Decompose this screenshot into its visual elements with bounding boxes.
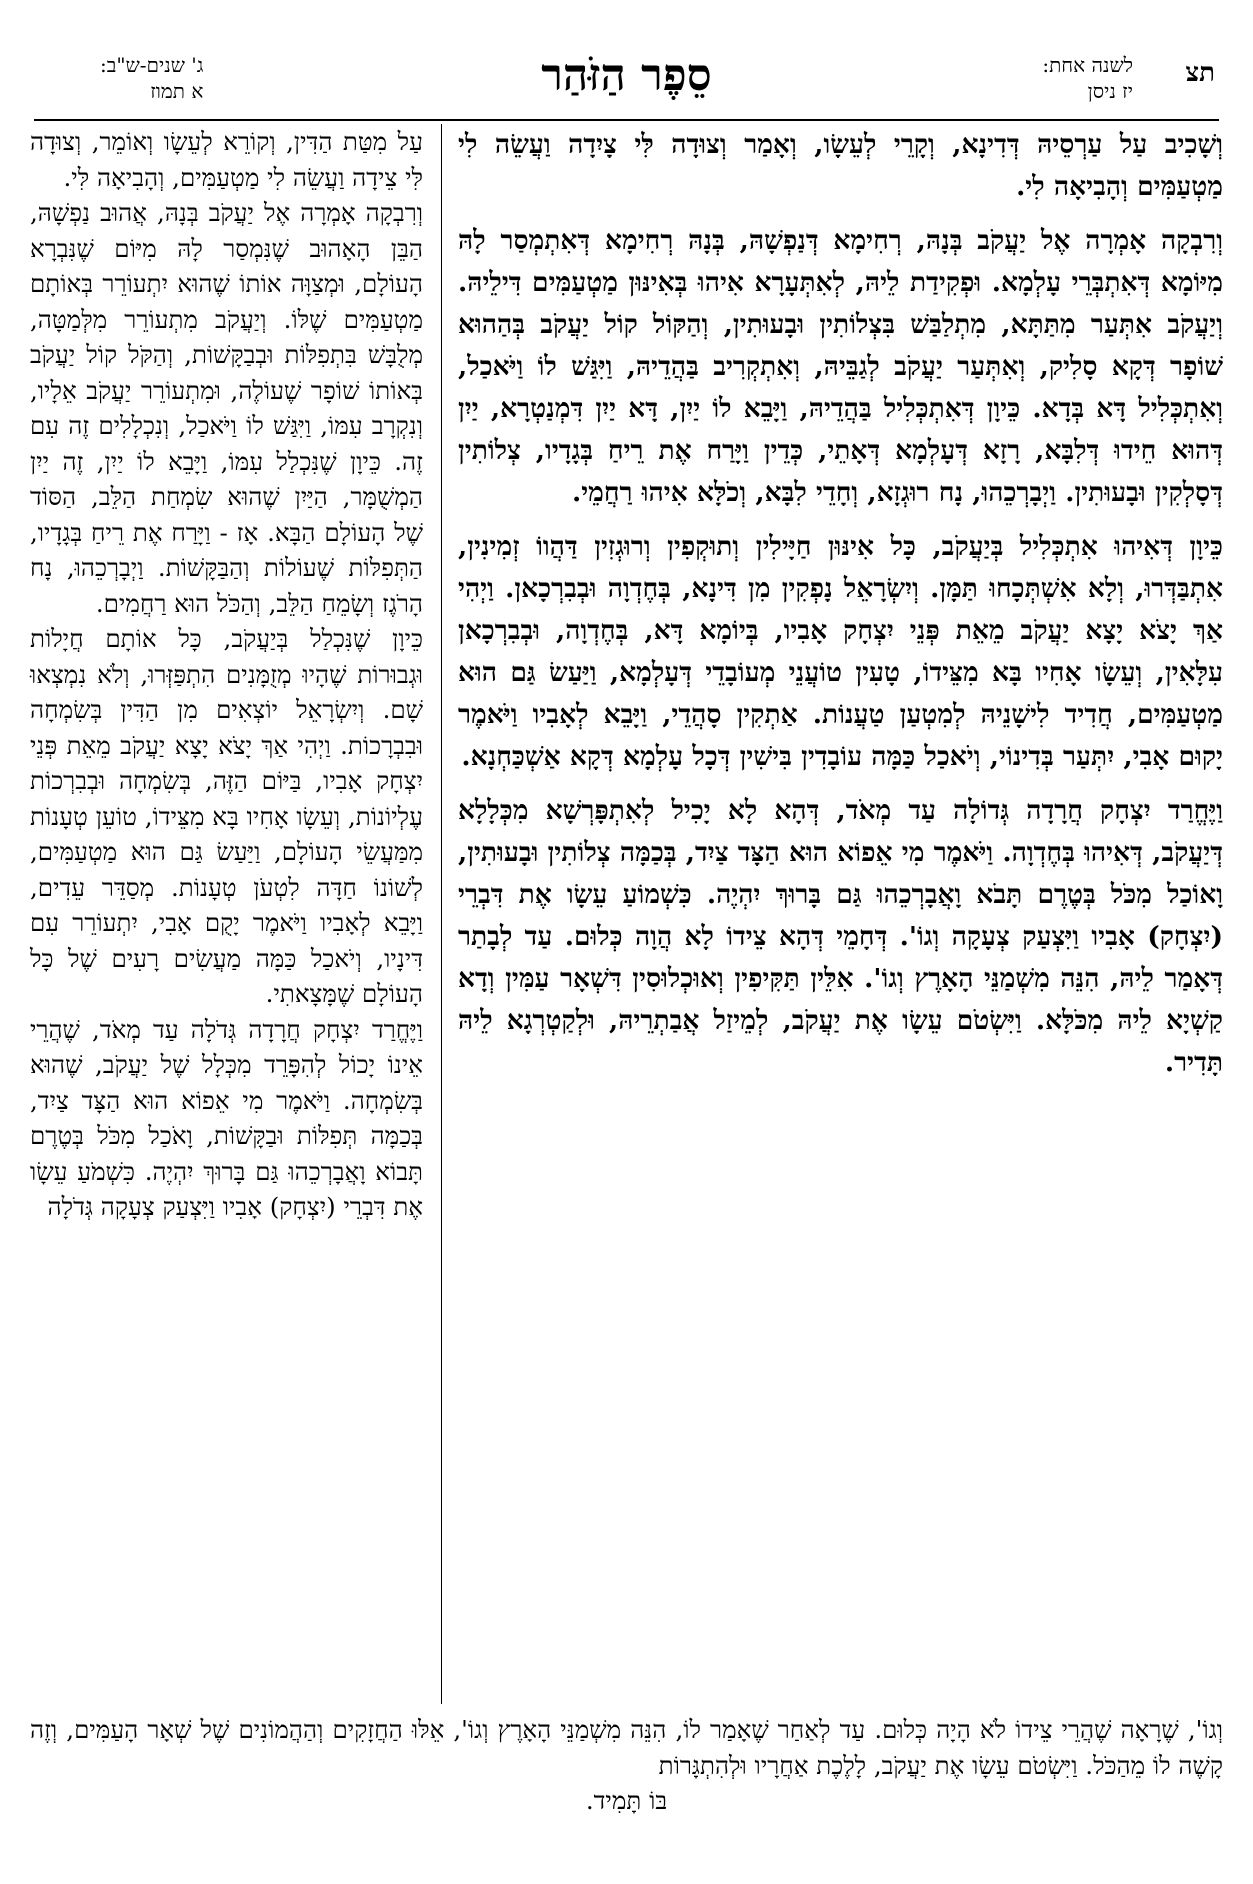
hebrew-translation-column	[30, 124, 423, 1225]
main-paragraph-4: וַיֶּחֱרַד יִצְחָק חֲרָדָה גְּדוֹלָה עַד מְאֹד, דְּהָא לָא יָכִיל לְאִתְפָּרְשָׁא מִכְּלָלָא דְּיַעֲקֹב, דְּאִיהוּ בְּחֶדְוָה. וַיֹּאמֶר מִי אֵפוֹא הוּא הַצָּד צַיִד, בְּכַמָּה צְלוֹתִין וּבָעוּתִין, וָאוֹכַל מִכֹּל בְּטֶרֶם תָּבֹא וָאֲבָרְכֵהוּ גַּם בָּרוּךְ יִהְיֶה. כִּשְׁמוֹעַ עֵשָׂו אֶת דִּבְרֵי (יִצְחָק) אָבִיו וַיִּצְעַק צְעָקָה וְגוֹ'. דְּחָמֵי דְּהָא צֵידוֹ לָא הֲוָה כְּלוּם. עַד לְבָתַר דְּאָמַר לֵיהּ, הִנֵּה מִשְׁמַנֵּי הָאָרֶץ וְגוֹ'. אִלֵּין תַּקִּיפִין וְאוּכְלוּסִין דִּשְׁאָר עַמִּין וְדָא קַשְׁיָא לֵיהּ מִכֹּלָּא. וַיִּשְׂטֹם עֵשָׂו אֶת יַעֲקֹב, לְמֵיזַל אֲבַתְרֵיהּ, וּלְקַטְרְגָא לֵיהּ תָּדִיר.	[458, 795, 1223, 1078]
date-right: יז ניסן	[1087, 79, 1133, 103]
translation-paragraph-3: כֵּיוָן שֶׁנִּכְלַל בְּיַעֲקֹב, כָּל אוֹתָם חֲיָלוֹת וּגְבוּרוֹת שֶׁהָיוּ מְזֻמָּנִים הִתְפַּזְּרוּ, וְלֹא נִמְצְאוּ שָׁם. וְיִשְׂרָאֵל יוֹצְאִים מִן הַדִּין בְּשִׂמְחָה וּבִבְרָכוֹת. וַיְהִי אַךְ יָצֹא יָצָא יַעֲקֹב מֵאֵת פְּנֵי יִצְחָק אָבִיו, בַּיּוֹם הַזֶּה, בְּשִׂמְחָה וּבְבִרְכוֹת עֶלְיוֹנוֹת, וְעֵשָׂו אָחִיו בָּא מִצֵּידוֹ, טוֹעֵן טְעָנוֹת מִמַּעֲשֵׂי הָעוֹלָם, וַיַּעַשׂ גַּם הוּא מַטְעַמִּים, לְשׁוֹנוֹ חַדָּה לִטְעֹן טְעָנוֹת. מְסַדֵּר עֵדִים, וַיָּבֵא לְאָבִיו וַיֹּאמֶר יָקֻם אָבִי, יִתְעוֹרֵר עִם דִּינָיו, וְיֹאכַל כַּמָּה מַעֲשִׂים רָעִים שֶׁל כָּל הָעוֹלָם שֶׁמָּצָאתִי.	[30, 624, 423, 1008]
translation-paragraph-1: עַל מִטַּת הַדִּין, וְקוֹרֵא לְעֵשָׂו וְאוֹמֵר, וְצוּדָה לִּי צֵידָה וַעֲשֵׂה לִי מַטְעַמִּים, וְהָבִיאָה לִּי.	[30, 127, 423, 192]
aramaic-column	[458, 124, 1223, 1096]
date-left: א תמוז	[150, 79, 204, 103]
book-title: סֵפֶר הַזֹּהַר	[541, 50, 712, 101]
bottom-continuation	[30, 1712, 1223, 1819]
main-paragraph-3: כֵּיוָן דְּאִיהוּ אִתְכְּלִיל בְּיַעֲקֹב, כָּל אִינּוּן חַיָּילִין וְתוּקְפִין וְרוּגְזִין דַּהֲווֹ זְמִינִין, אִתְבַּדְּרוּ, וְלָא אִשְׁתְּכָחוּ תַּמָּן. וְיִשְׂרָאֵל נָפְקִין מִן דִּינָא, בְּחֶדְוָה וּבְבִרְכָאן. וַיְהִי אַךְ יָצֹא יָצָא יַעֲקֹב מֵאֵת פְּנֵי יִצְחָק אָבִיו, בְּיוֹמָא דָּא, בְּחֶדְוָה, וּבְבִרְכָאן עִלָּאִין, וְעֵשָׂו אָחִיו בָּא מִצֵּידוֹ, טָעִין טוֹעֲנֵי מְעוֹבָדֵי דְּעָלְמָא, וַיַּעַשׂ גַּם הוּא מַטְעַמִּים, חֲדִיד לִישָׁנֵיהּ לְמִטְעַן טַעֲנוֹת. אַתְקִין סָהֲדֵי, וַיָּבֵא לְאָבִיו וַיֹּאמֶר יָקוּם אָבִי, יִתְּעַר בְּדִינוֹי, וְיֹאכַל כַּמָּה עוֹבָדִין בִּישִׁין דְּכָל עָלְמָא דְּקָא אַשְׁכַּחְנָא.	[458, 531, 1223, 772]
main-paragraph-1: וְשָׁכִיב עַל עַרְסֵיהּ דְּדִינָא, וְקָרֵי לְעֵשָׂו, וְאָמַר וְצוּדָה לִּי צָיִדָה וַעֲשֵׂה לִי מַטְעַמִּים וְהָבִיאָה לִי.	[458, 129, 1223, 202]
year-label: לשנה אחת:	[1042, 53, 1133, 77]
bottom-text: וְגוֹ', שֶׁרָאָה שֶׁהֲרֵי צֵידוֹ לֹא הָיָה כְּלוּם. עַד לְאַחַר שֶׁאָמַר לוֹ, הִנֵּה מִשְׁמַנֵּי הָאָרֶץ וְגוֹ', אֵלּוּ הַחֲזָקִים וְהַהֲמוֹנִים שֶׁל שְׁאָר הָעַמִּים, וְזֶה קָשֶׁה לוֹ מֵהַכֹּל. וַיִּשְׂטֹם עֵשָׂו אֶת יַעֲקֹב, לָלֶכֶת אַחֲרָיו וּלְהִתְגָּרוֹת	[30, 1715, 1223, 1780]
translation-paragraph-2: וְרִבְקָה אָמְרָה אֶל יַעֲקֹב בְּנָהּ, אֲהוּב נַפְשָׁהּ, הַבֵּן הָאָהוּב שֶׁנִּמְסַר לָהּ מִיּוֹם שֶׁנִּבְרָא הָעוֹלָם, וּמְצַוָּה אוֹתוֹ שֶׁהוּא יִתְעוֹרֵר בְּאוֹתָם מַטְעַמִּים שֶׁלּוֹ. וְיַעֲקֹב מִתְעוֹרֵר מִלְּמַטָּה, מְלֻבָּשׁ בִּתְפִלּוֹת וּבְבַקָּשׁוֹת, וְהַקֹּל קוֹל יַעֲקֹב בְּאוֹתוֹ שׁוֹפָר שֶׁעוֹלֶה, וּמִתְעוֹרֵר יַעֲקֹב אֵלָיו, וְנִקְרָב עִמּוֹ, וַיִּגַּשׁ לוֹ וַיֹּאכַל, וְנִכְלָלִים זֶה עִם זֶה. כֵּיוָן שֶׁנִּכְלַל עִמּוֹ, וַיָּבֵא לוֹ יַיִן, זֶה יַיִן הַמְשֻׁמָּר, הַיַּיִן שֶׁהוּא שִׂמְחַת הַלֵּב, הַסּוֹד שֶׁל הָעוֹלָם הַבָּא. אָז - וַיָּרַח אֶת רֵיחַ בְּגָדָיו, הַתְּפִלּוֹת שֶׁעוֹלוֹת וְהַבַּקָּשׁוֹת. וַיְבָרְכֵהוּ, נָח הָרֹגֶז וְשָׂמֵחַ הַלֵּב, וְהַכֹּל הוּא רַחֲמִים.	[30, 198, 423, 618]
page-number: תצ	[1185, 58, 1215, 88]
cycle-meta	[100, 52, 203, 118]
cycle-label: ג' שנים-ש"ב:	[100, 53, 204, 77]
header-rule	[34, 119, 1219, 121]
main-paragraph-2: וְרִבְקָה אָמְרָה אֶל יַעֲקֹב בְּנָהּ, רְחִימָא דְּנַפְשָׁהּ, בְּנָהּ רְחִימָא דְּאִתְמְסַר לָהּ מִיּוֹמָא דְּאִתְבְּרֵי עָלְמָא. וּפְקִידַת לֵיהּ, לְאִתְּעָרָא אִיהוּ בְּאִינּוּן מַטְעַמִּים דִּילֵיהּ. וְיַעֲקֹב אִתְּעַר מִתַּתָּא, מִתְלַבַּשׁ בִּצְלוֹתִין וּבָעוּתִין, וְהַקּוֹל קוֹל יַעֲקֹב בְּהַהוּא שׁוֹפָר דְּקָא סָלִיק, וְאִתְּעַר יַעֲקֹב לְגַבֵּיהּ, וְאִתְקְרִיב בַּהֲדֵיהּ, וַיִּגַּשׁ לוֹ וַיֹּאכַל, וְאִתְכְּלִיל דָּא בְּדָא. כֵּיוָן דְּאִתְכְּלִיל בַּהֲדֵיהּ, וַיָּבֵא לוֹ יַיִן, דָּא יַיִן דִּמְנַטְרָא, יַיִן דְּהוּא חֵידוּ דְּלִבָּא, רָזָא דְּעָלְמָא דְּאָתֵי, כְּדֵין וַיָּרַח אֶת רֵיחַ בְּגָדָיו, צְלוֹתִין דְּסָלְקִין וּבָעוּתִין. וַיְבָרְכֵהוּ, נָח רוּגְזָא, וְחָדֵי לִבָּא, וְכֹלָּא אִיהוּ רַחֲמֵי.	[458, 225, 1223, 508]
bottom-last-line: בּוֹ תָּמִיד.	[585, 1786, 668, 1815]
column-divider	[441, 124, 442, 1704]
translation-paragraph-4: וַיֶּחֱרַד יִצְחָק חֲרָדָה גְּדֹלָה עַד מְאֹד, שֶׁהֲרֵי אֵינוֹ יָכוֹל לְהִפָּרֵד מִכְּלָל שֶׁל יַעֲקֹב, שֶׁהוּא בְּשִׂמְחָה. וַיֹּאמֶר מִי אֵפוֹא הוּא הַצָּד צַיִד, בְּכַמָּה תְּפִלּוֹת וּבַקָּשׁוֹת, וָאֹכַל מִכֹּל בְּטֶרֶם תָּבוֹא וָאֲבָרְכֵהוּ גַּם בָּרוּךְ יִהְיֶה. כִּשְׁמֹעַ עֵשָׂו אֶת דִּבְרֵי (יִצְחָק) אָבִיו וַיִּצְעַק צְעָקָה גְּדֹלָה	[30, 1014, 423, 1221]
